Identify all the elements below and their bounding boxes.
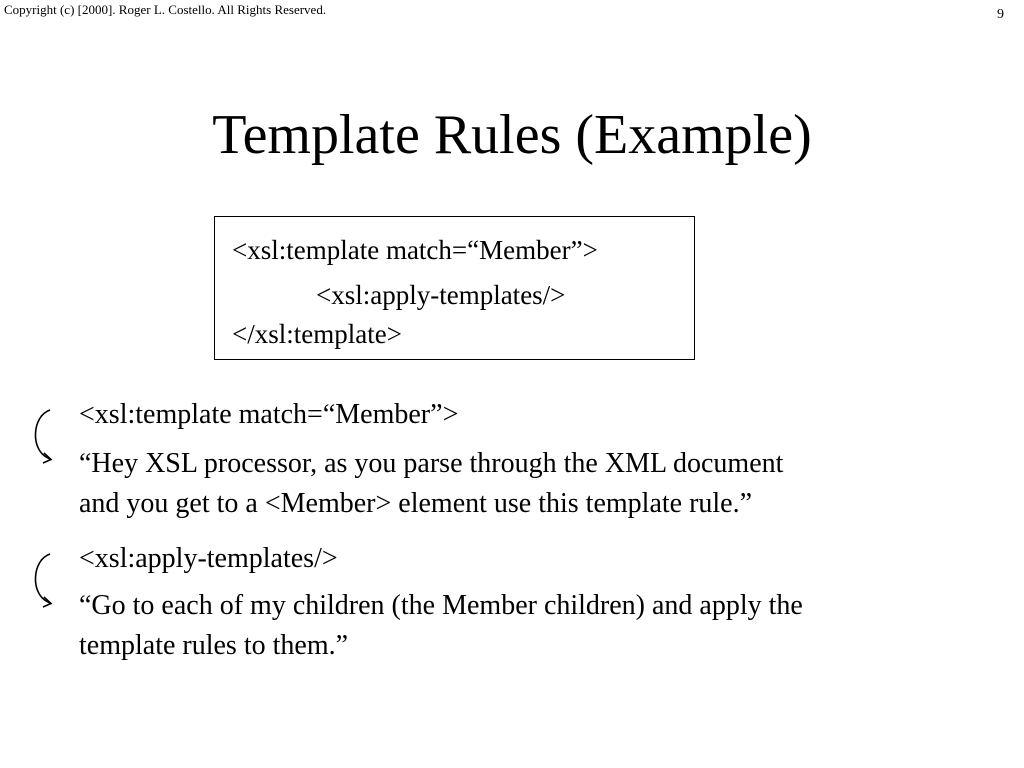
code-line-template-close: </xsl:template> (232, 319, 402, 349)
explanation-code-template: <xsl:template match=“Member”> (79, 399, 459, 430)
slide-title: Template Rules (Example) (212, 104, 812, 166)
code-example-box (214, 216, 695, 360)
explanation-description-line: and you get to a <Member> element use this template rule.” (79, 488, 753, 519)
code-line-template-open: <xsl:template match=“Member”> (232, 235, 598, 265)
explanation-description-line: “Hey XSL processor, as you parse through the XML document (79, 448, 784, 479)
curved-arrow-icon (30, 546, 70, 616)
copyright-notice: Copyright (c) [2000]. Roger L. Costello. All Rights Reserved. (4, 2, 327, 17)
curved-arrow-icon (30, 402, 70, 472)
explanation-description-line: “Go to each of my children (the Member children) and apply the (79, 590, 803, 621)
page-number: 9 (997, 7, 1004, 22)
explanation-description-line: template rules to them.” (79, 630, 349, 661)
code-line-apply-templates: <xsl:apply-templates/> (316, 280, 566, 310)
explanation-code-apply-templates: <xsl:apply-templates/> (79, 543, 338, 574)
